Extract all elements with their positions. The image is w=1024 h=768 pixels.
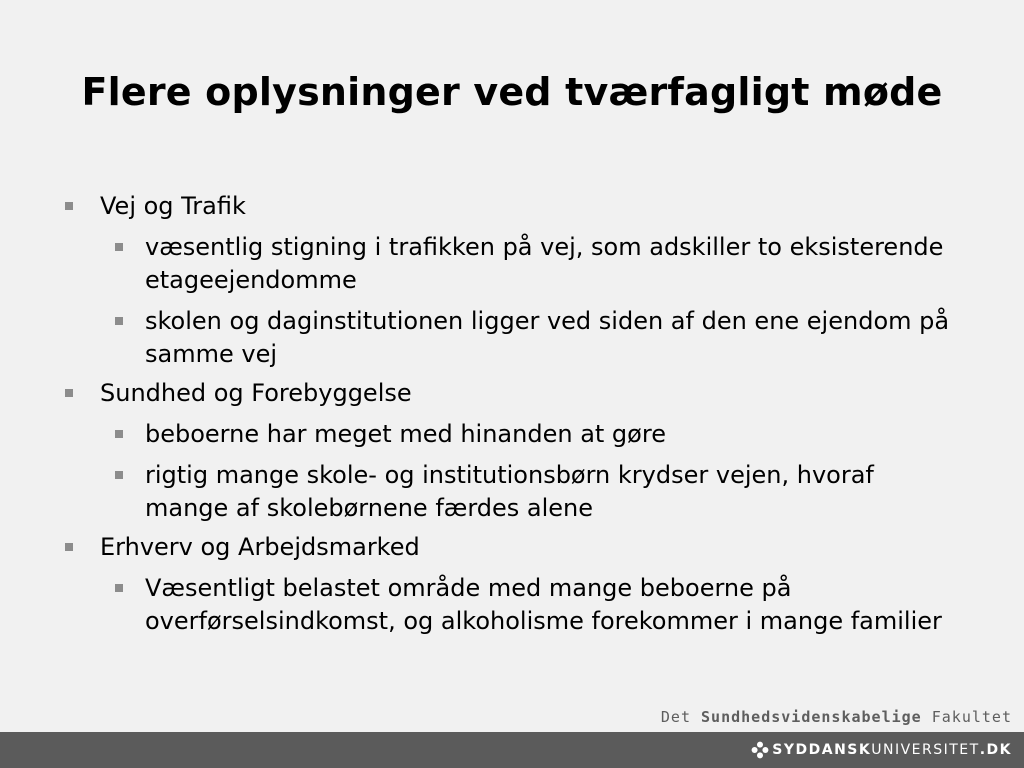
slide-title: Flere oplysninger ved tværfagligt møde: [81, 70, 943, 114]
bullet-item: [60, 190, 960, 223]
sub-bullet-text: skolen og daginstitutionen ligger ved siden af den ene ejendom på samme vej: [145, 307, 950, 368]
square-bullet-icon: [65, 389, 73, 397]
square-bullet-icon: [65, 543, 73, 551]
logo-dk: .DK: [979, 742, 1012, 758]
sub-bullet-item: [60, 572, 960, 638]
logo-syddansk: SYDDANSK: [772, 742, 872, 758]
university-logo: [751, 741, 1012, 759]
sub-bullet-item: [60, 231, 960, 297]
sub-bullet-text: beboerne har meget med hinanden at gøre: [145, 420, 666, 448]
sub-bullet-item: [60, 459, 960, 525]
bullet-item: [60, 531, 960, 564]
bullet-text: Erhverv og Arbejdsmarked: [100, 533, 420, 561]
logo-universitet: UNIVERSITET: [871, 742, 980, 758]
sub-bullet-text: rigtig mange skole- og institutionsbørn krydser vejen, hvoraf mange af skolebørnene færdes alene: [145, 461, 874, 522]
sub-bullet-item: [60, 418, 960, 451]
square-bullet-icon: [115, 430, 123, 438]
faculty-name: [661, 708, 1012, 726]
bullet-text: Vej og Trafik: [100, 192, 246, 220]
bullet-list: [60, 184, 960, 638]
square-bullet-icon: [115, 584, 123, 592]
square-bullet-icon: [115, 471, 123, 479]
square-bullet-icon: [115, 243, 123, 251]
sub-bullet-item: [60, 305, 960, 371]
flower-logo-icon: [751, 741, 769, 759]
faculty-suffix: Fakultet: [931, 708, 1012, 726]
sub-bullet-text: væsentlig stigning i trafikken på vej, som adskiller to eksisterende etageejendomme: [145, 233, 944, 294]
faculty-prefix: Det: [660, 708, 691, 726]
faculty-name-strong: Sundhedsvidenskabelige: [701, 708, 922, 726]
sub-bullet-text: Væsentligt belastet område med mange beboerne på overførselsindkomst, og alkoholisme forekommer i mange familier: [145, 574, 942, 635]
bullet-text: Sundhed og Forebyggelse: [100, 379, 412, 407]
square-bullet-icon: [65, 202, 73, 210]
square-bullet-icon: [115, 317, 123, 325]
bullet-item: [60, 377, 960, 410]
